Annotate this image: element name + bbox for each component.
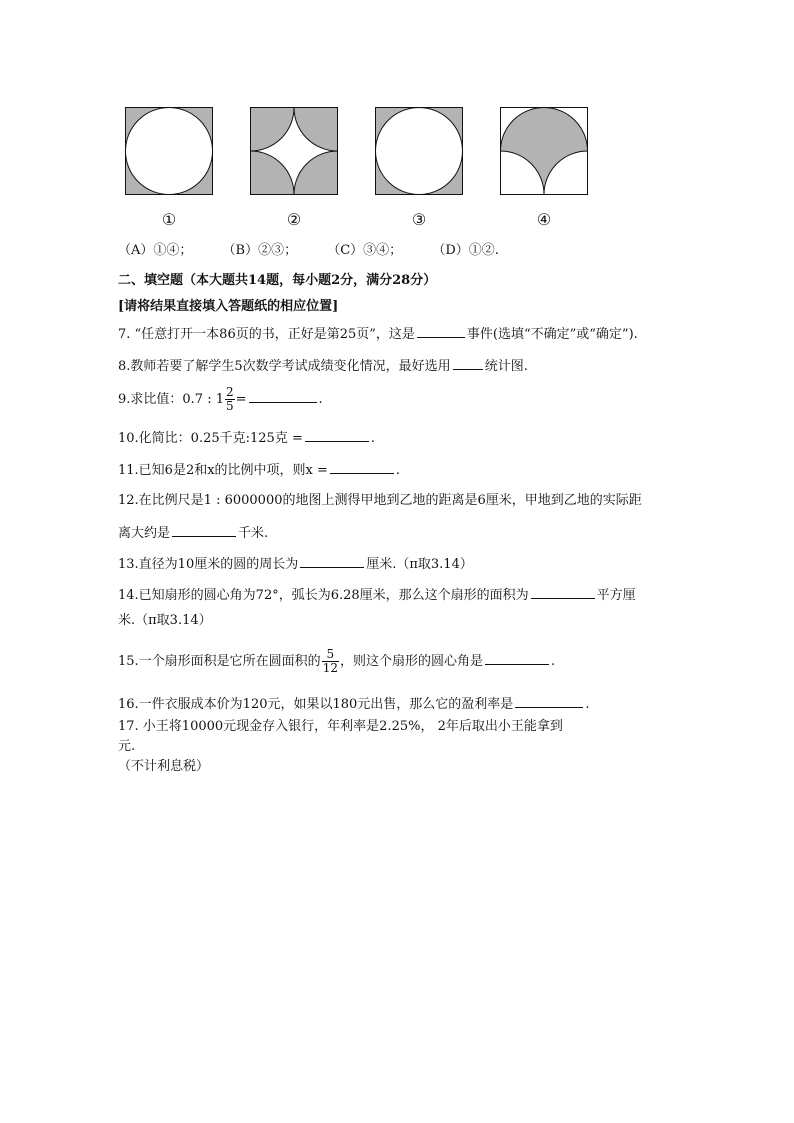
q7-text-a: 7. “任意打开一本86页的书，正好是第25页”，这是 [118, 327, 415, 342]
figure-1-drawing [125, 107, 213, 195]
question-13 [118, 555, 473, 574]
q9-answer-blank[interactable] [249, 390, 317, 403]
figure-2-drawing [250, 107, 338, 195]
question-16 [118, 695, 589, 714]
q16-text-a: 16.一件衣服成本价为120元，如果以180元出售，那么它的盈利率是 [118, 697, 514, 712]
option-a: （A）①④； [118, 243, 193, 258]
question-7 [118, 325, 638, 344]
answer-options [118, 242, 525, 260]
figure-3-drawing [375, 107, 463, 195]
q10-text-a: 10.化简比：0.25千克:125克 = [118, 431, 303, 446]
q7-text-b: 事件(选填“不确定”或“确定”). [466, 327, 638, 342]
figure-4-label: ④ [536, 210, 552, 229]
figure-3-label: ③ [411, 210, 427, 229]
q15-fraction [322, 648, 339, 675]
q15-answer-blank[interactable] [485, 652, 549, 665]
option-d: （D）①②. [432, 243, 499, 258]
q9-text-b: = [235, 392, 247, 407]
q13-answer-blank[interactable] [300, 555, 364, 568]
question-17-line-1: 17. 小王将10000元现金存入银行，年利率是2.25%， 2年后取出小王能拿到 [118, 719, 563, 734]
q13-text-a: 13.直径为10厘米的圆的周长为 [118, 557, 299, 572]
q16-text-b: . [585, 697, 590, 712]
question-15 [118, 647, 555, 677]
q14-text-a: 14.已知扇形的圆心角为72°，弧长为6.28厘米，那么这个扇形的面积为 [118, 588, 529, 603]
q8-text-a: 8.教师若要了解学生5次数学考试成绩变化情况，最好选用 [118, 359, 451, 374]
option-b: （B）②③； [222, 243, 298, 258]
q15-text-b: ，则这个扇形的圆心角是 [339, 654, 483, 669]
q12-answer-blank[interactable] [172, 524, 236, 537]
q14-text-b: 平方厘 [596, 588, 636, 603]
question-17-line-2: 元. [118, 739, 136, 754]
question-8 [118, 357, 528, 376]
q12-text-b: 离大约是 [118, 526, 171, 541]
q8-text-b: 统计图. [484, 359, 528, 374]
figure-2-label: ② [286, 210, 302, 229]
q15-fraction-denominator: 12 [322, 661, 338, 675]
section-title: 二、填空题（本大题共14题，每小题2分，满分28分） [118, 273, 437, 288]
q9-fraction [225, 386, 235, 413]
option-c: （C）③④； [327, 243, 403, 258]
figure-4-drawing [500, 107, 588, 195]
q10-answer-blank[interactable] [305, 429, 369, 442]
q9-text-c: . [318, 392, 323, 407]
q8-answer-blank[interactable] [453, 357, 483, 370]
question-12-line-1: 12.在比例尺是1 : 6000000的地图上测得甲地到乙地的距离是6厘米，甲地到乙地的实际距 [118, 493, 642, 508]
q12-text-c: 千米. [238, 526, 269, 541]
figure-2 [250, 107, 338, 195]
question-11 [118, 461, 400, 480]
q11-text-b: . [395, 463, 401, 478]
question-9 [118, 386, 323, 414]
q9-text-a: 9.求比值：0.7 : 1 [118, 392, 224, 407]
figure-1-label: ① [161, 210, 177, 229]
q9-fraction-denominator: 5 [226, 399, 234, 413]
q16-answer-blank[interactable] [515, 695, 583, 708]
q15-text-c: . [550, 654, 556, 669]
question-14-line-2: 米.（π取3.14） [118, 613, 212, 628]
q9-fraction-numerator: 2 [226, 385, 234, 399]
q11-text-a: 11.已知6是2和x的比例中项，则x = [118, 463, 328, 478]
question-10 [118, 429, 375, 448]
section-note: [请将结果直接填入答题纸的相应位置] [118, 299, 339, 314]
question-17-line-3: （不计利息税） [118, 759, 210, 774]
q13-text-b: 厘米.（π取3.14） [366, 557, 473, 572]
figure-1 [125, 107, 213, 195]
q15-fraction-numerator: 5 [322, 648, 339, 662]
question-14-line-1 [118, 586, 636, 605]
q14-answer-blank[interactable] [531, 586, 595, 599]
q10-text-b: . [370, 431, 375, 446]
q7-answer-blank[interactable] [417, 325, 465, 338]
figure-3 [375, 107, 463, 195]
figure-4 [500, 107, 588, 195]
q15-text-a: 15.一个扇形面积是它所在圆面积的 [118, 654, 321, 669]
question-12-line-2 [118, 524, 268, 543]
q11-answer-blank[interactable] [330, 461, 394, 474]
